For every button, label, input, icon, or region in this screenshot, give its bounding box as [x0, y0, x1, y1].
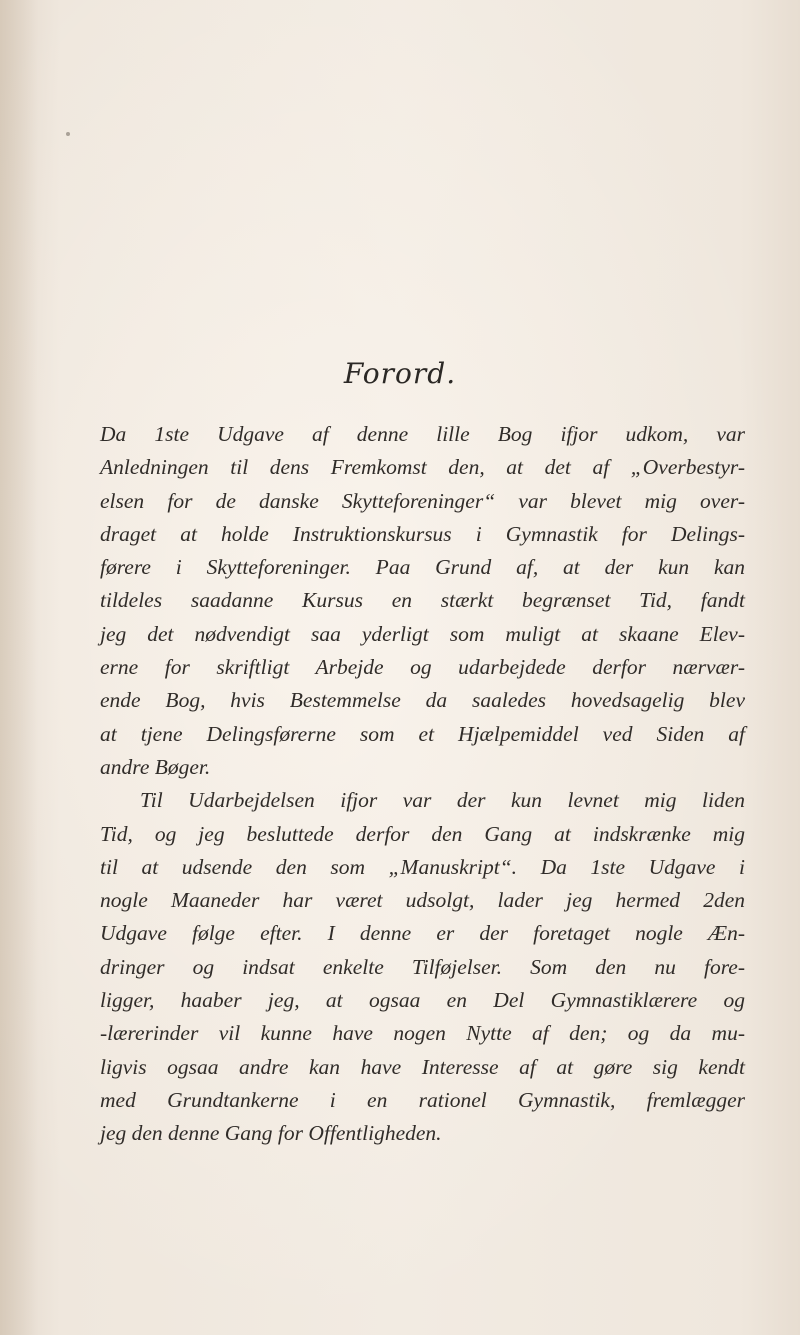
text-line: med Grundtankerne i en rationel Gymnastik, fremlægger [100, 1087, 745, 1112]
paragraph-2 [100, 784, 745, 1150]
text-line: nogle Maaneder har været udsolgt, lader jeg hermed 2den [100, 888, 745, 913]
paragraph-1 [100, 418, 745, 784]
preface-text [100, 418, 745, 1151]
text-line: at tjene Delingsførerne som et Hjælpemiddel ved Siden af [100, 721, 745, 746]
text-line: ligger, haaber jeg, at ogsaa en Del Gymnastiklærere og [100, 988, 745, 1013]
text-line: ende Bog, hvis Bestemmelse da saaledes hovedsagelig blev [100, 688, 745, 713]
text-line: andre Bøger. [100, 754, 211, 779]
text-line: jeg det nødvendigt saa yderligt som muligt at skaane Elev- [100, 621, 745, 646]
text-line: dringer og indsat enkelte Tilføjelser. Som den nu fore- [100, 954, 745, 979]
text-line: til at udsende den som „Manuskript“. Da 1ste Udgave i [100, 854, 745, 879]
text-line: Tid, og jeg besluttede derfor den Gang at indskrænke mig [100, 821, 745, 846]
text-line: Til Udarbejdelsen ifjor var der kun levnet mig liden [140, 788, 745, 813]
text-line: erne for skriftligt Arbejde og udarbejdede derfor nærvær- [100, 655, 745, 680]
text-line: draget at holde Instruktionskursus i Gymnastik for Delings- [100, 521, 745, 546]
text-line: Udgave følge efter. I denne er der foretaget nogle Æn- [100, 921, 745, 946]
text-line: elsen for de danske Skytteforeninger“ var blevet mig over- [100, 488, 745, 513]
text-line: førere i Skytteforeninger. Paa Grund af, at der kun kan [100, 555, 745, 580]
text-line: jeg den denne Gang for Offentligheden. [100, 1121, 442, 1146]
text-line: Anledningen til dens Fremkomst den, at det af „Overbestyr- [100, 455, 745, 480]
paper-spot [66, 132, 70, 136]
text-line: ligvis ogsaa andre kan have Interesse af at gøre sig kendt [100, 1054, 745, 1079]
text-line: -lærerinder vil kunne have nogen Nytte af den; og da mu- [100, 1021, 745, 1046]
page-gutter-stain [0, 0, 38, 1335]
text-line: tildeles saadanne Kursus en stærkt begrænset Tid, fandt [100, 588, 745, 613]
text-line: Da 1ste Udgave af denne lille Bog ifjor udkom, var [100, 422, 745, 446]
page-heading: Forord. [343, 357, 457, 390]
